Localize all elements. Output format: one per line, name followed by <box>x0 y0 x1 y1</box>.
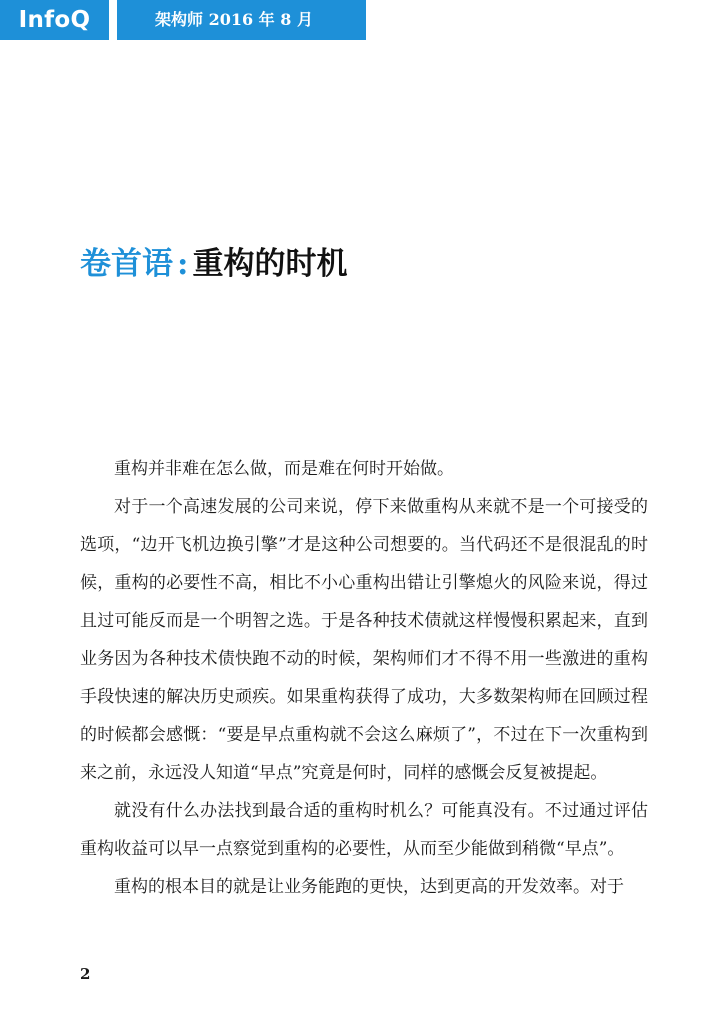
paragraph: 对于一个高速发展的公司来说，停下来做重构从来就不是一个可接受的选项，“边开飞机边换引擎”才是这种公司想要的。当代码还不是很混乱的时候，重构的必要性不高，相比不小心重构出错让引擎熄火的风险来说，得过且过可能反而是一个明智之选。于是各种技术债就这样慢慢积累起来，直到业务因为各种技术债快跑不动的时候，架构师们才不得不用一些激进的重构手段快速的解决历史顽疾。如果重构获得了成功，大多数架构师在回顾过程的时候都会感慨：“要是早点重构就不会这么麻烦了”，不过在下一次重构到来之前，永远没人知道“早点”究竟是何时，同样的感慨会反复被提起。 <box>80 497 648 783</box>
infoq-logo: InfoQ <box>0 0 109 40</box>
paragraph: 重构并非难在怎么做，而是难在何时开始做。 <box>114 459 454 479</box>
article-title <box>80 238 347 290</box>
article-body <box>80 450 648 906</box>
title-main: 重构的时机 <box>192 246 348 282</box>
title-separator: : <box>177 246 189 282</box>
page-number: 2 <box>80 965 91 983</box>
issue-label: 架构师 2016 年 8 月 <box>117 0 366 40</box>
paragraph: 就没有什么办法找到最合适的重构时机么？可能真没有。不过通过评估重构收益可以早一点察觉到重构的必要性，从而至少能做到稍微“早点”。 <box>80 801 648 859</box>
page-header <box>0 0 725 40</box>
title-prefix: 卷首语 <box>80 246 173 282</box>
paragraph: 重构的根本目的就是让业务能跑的更快，达到更高的开发效率。对于 <box>114 877 624 897</box>
